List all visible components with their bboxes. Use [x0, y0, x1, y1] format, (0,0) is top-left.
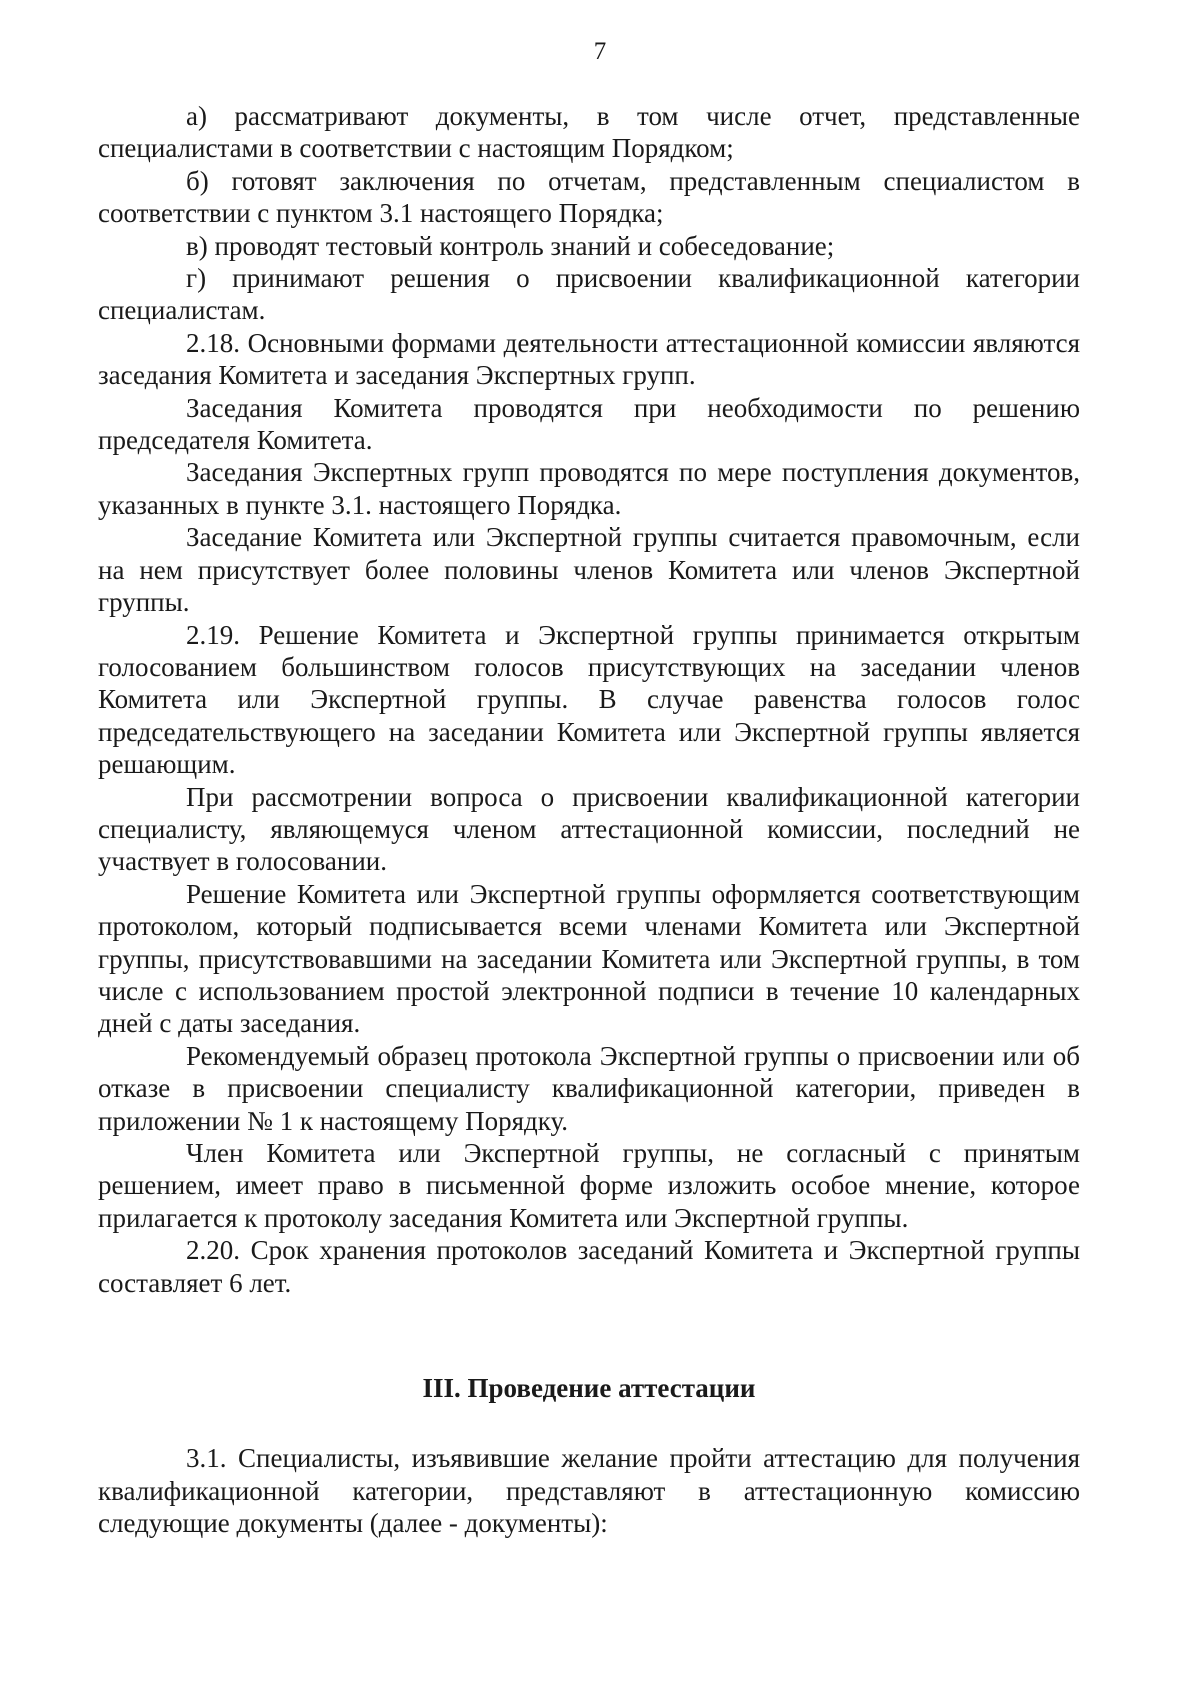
section-3: [98, 1372, 1080, 1540]
paragraph-committee-meetings: Заседания Комитета проводятся при необходимости по решению председателя Комитета.: [98, 392, 1080, 456]
paragraph-quorum: Заседание Комитета или Экспертной группы считается правомочным, если на нем присутствует более половины членов Комитета или членов Экспертной группы.: [98, 522, 1080, 618]
paragraph-protocol-sample: Рекомендуемый образец протокола Экспертной группы о присвоении или об отказе в присвоении специалисту квалификационной категории, приведен в приложении № 1 к настоящему Порядку.: [98, 1040, 1080, 1136]
paragraph-v: в) проводят тестовый контроль знаний и собеседование;: [186, 230, 835, 261]
paragraph-dissent: Член Комитета или Экспертной группы, не согласный с принятым решением, имеет право в письменной форме изложить особое мнение, которое прилагается к протоколу заседания Комитета или Экспертной группы.: [98, 1138, 1080, 1233]
paragraph-expert-meetings: Заседания Экспертных групп проводятся по мере поступления документов, указанных в пункте 3.1. настоящего Порядка.: [98, 457, 1080, 520]
paragraph-g: г) принимают решения о присвоении квалификационной категории специалистам.: [98, 263, 1080, 326]
paragraph-a: а) рассматривают документы, в том числе отчет, представленные специалистами в соответствии с настоящим Порядком;: [98, 101, 1080, 164]
paragraph-member-voting: При рассмотрении вопроса о присвоении квалификационной категории специалисту, являющемуся членом аттестационной комиссии, последний не участвует в голосовании.: [98, 781, 1080, 877]
paragraph-2-18: 2.18. Основными формами деятельности аттестационной комиссии являются заседания Комитета и заседания Экспертных групп.: [98, 327, 1080, 391]
body-text: [98, 100, 1080, 1299]
paragraph-protocol: Решение Комитета или Экспертной группы оформляется соответствующим протоколом, который подписывается всеми членами Комитета или Экспертной группы, присутствовавшими на заседании Комитета или Экспертной группы, в том числе с использованием простой электронной подписи в течение 10 календарных дней с даты заседания.: [98, 878, 1080, 1039]
paragraph-3-1: 3.1. Специалисты, изъявившие желание пройти аттестацию для получения квалификационной категории, представляют в аттестационную комиссию следующие документы (далее - документы):: [98, 1443, 1080, 1539]
page-number: 7: [593, 38, 607, 65]
paragraph-2-20: 2.20. Срок хранения протоколов заседаний Комитета и Экспертной группы составляет 6 лет.: [98, 1235, 1080, 1298]
paragraph-b: б) готовят заключения по отчетам, представленным специалистом в соответствии с пунктом 3.1 настоящего Порядка;: [98, 165, 1080, 229]
paragraph-2-19: 2.19. Решение Комитета и Экспертной группы принимается открытым голосованием большинством голосов присутствующих на заседании членов Комитета или Экспертной группы. В случае равенства голосов голос председательствующего на заседании Комитета или Экспертной группы является решающим.: [98, 619, 1080, 780]
section-heading: III. Проведение аттестации: [422, 1373, 756, 1403]
